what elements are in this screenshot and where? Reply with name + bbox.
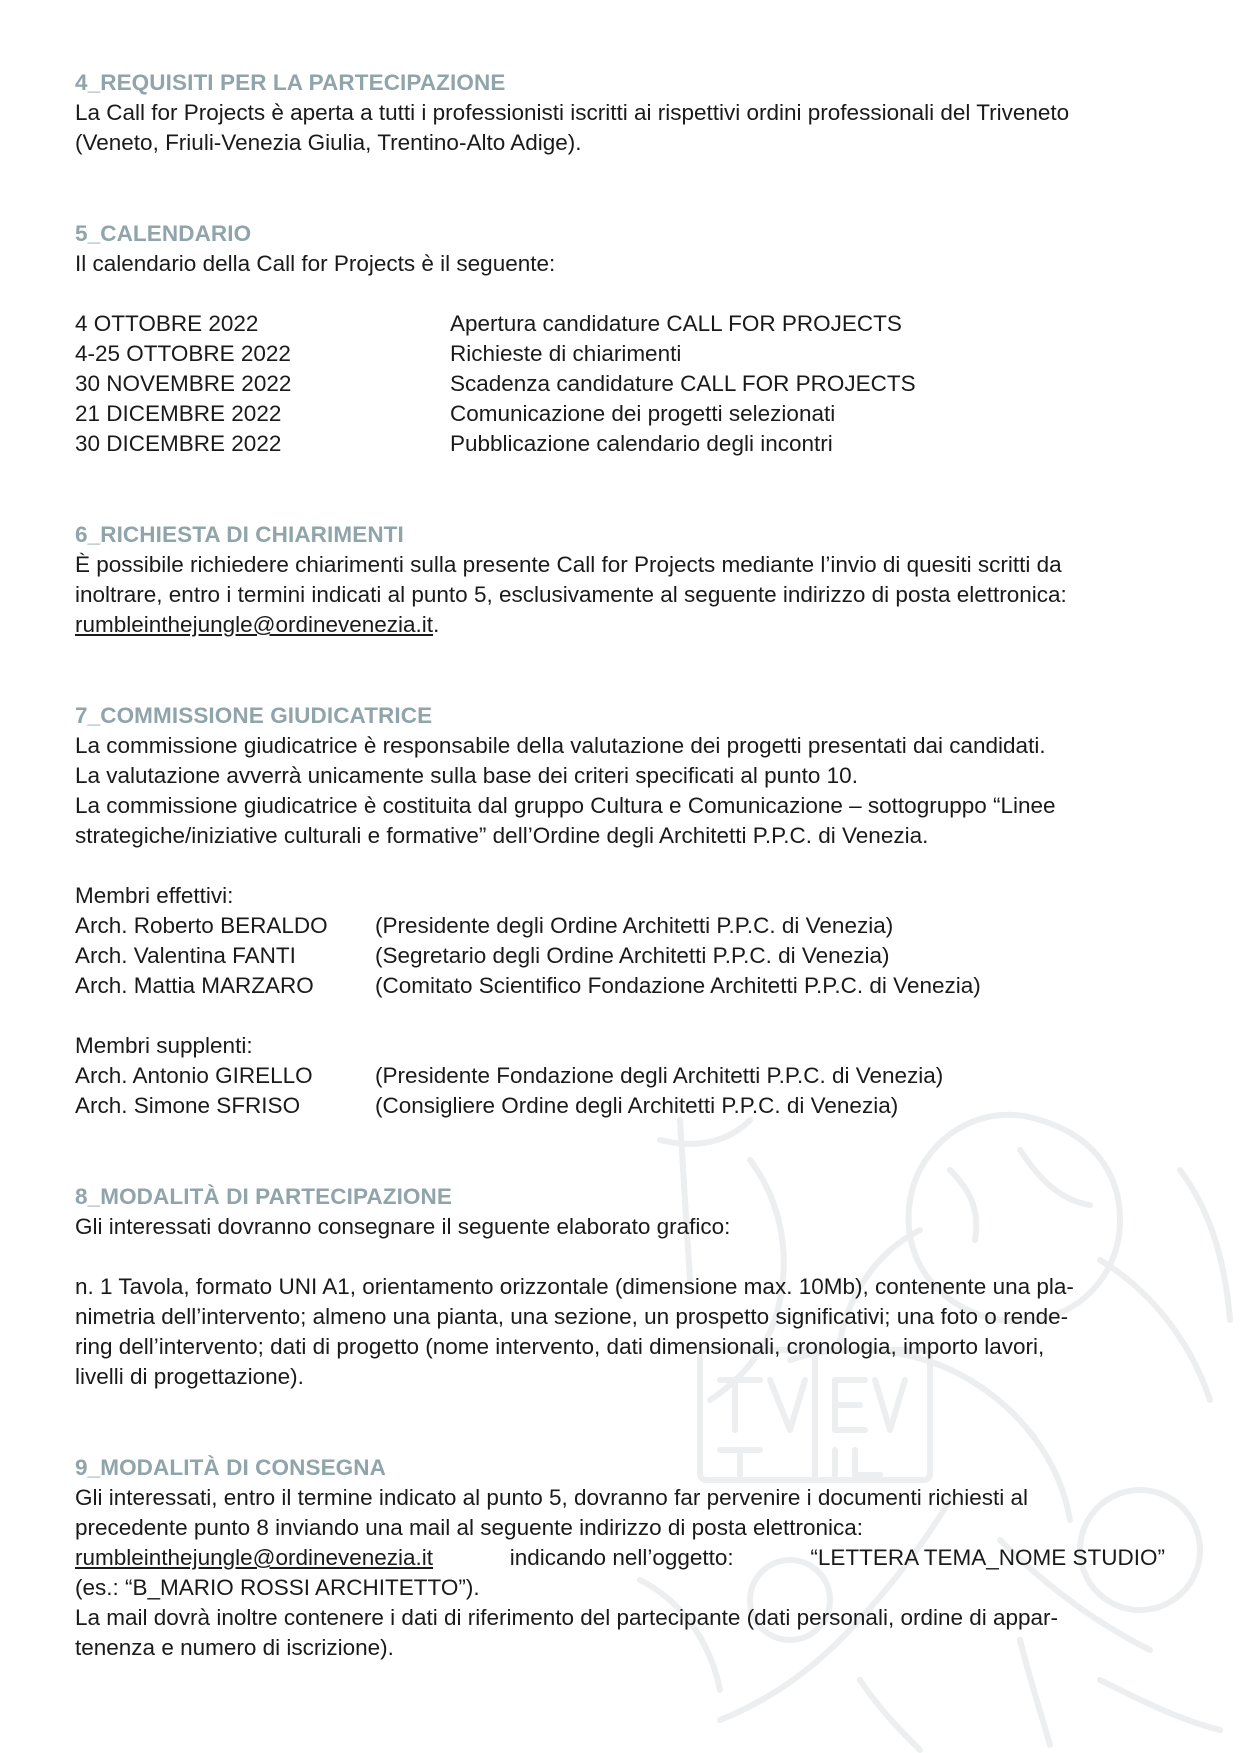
calendar-event: Pubblicazione calendario degli incontri xyxy=(450,431,833,456)
section-consegna xyxy=(75,1453,1165,1663)
email-link[interactable]: rumbleinthejungle@ordinevenezia.it xyxy=(75,612,434,637)
member-row xyxy=(75,911,1165,941)
calendar-row xyxy=(75,339,1165,369)
paragraph-line: nimetria dell’intervento; almeno una pianta, una sezione, un prospetto significativi; una foto o rende- xyxy=(75,1304,1069,1329)
paragraph-line: tenenza e numero di iscrizione). xyxy=(75,1635,394,1660)
section-commissione xyxy=(75,701,1165,1121)
section-heading: 8_MODALITÀ DI PARTECIPAZIONE xyxy=(75,1184,452,1209)
calendar-event: Scadenza candidature CALL FOR PROJECTS xyxy=(450,371,916,396)
calendar-row xyxy=(75,429,1165,459)
member-role: (Consigliere Ordine degli Architetti P.P.C. di Venezia) xyxy=(375,1093,899,1118)
paragraph-line: La commissione giudicatrice è costituita dal gruppo Cultura e Comunicazione – sottogruppo “Linee xyxy=(75,793,1056,818)
calendar-row xyxy=(75,309,1165,339)
section-heading: 4_REQUISITI PER LA PARTECIPAZIONE xyxy=(75,70,506,95)
paragraph-line: La mail dovrà inoltre contenere i dati di riferimento del partecipante (dati personali, ordine di appar- xyxy=(75,1605,1059,1630)
section-calendario xyxy=(75,219,1165,459)
paragraph-line: livelli di progettazione). xyxy=(75,1364,304,1389)
member-name: Arch. Antonio GIRELLO xyxy=(75,1063,313,1088)
section-heading: 6_RICHIESTA DI CHIARIMENTI xyxy=(75,522,404,547)
member-role: (Comitato Scientifico Fondazione Architetti P.P.C. di Venezia) xyxy=(375,973,981,998)
section-heading: 5_CALENDARIO xyxy=(75,221,252,246)
section-requisiti xyxy=(75,68,1165,158)
paragraph-line: n. 1 Tavola, formato UNI A1, orientamento orizzontale (dimensione max. 10Mb), contenente una pla- xyxy=(75,1274,1074,1299)
member-row xyxy=(75,1091,1165,1121)
paragraph-line: Gli interessati dovranno consegnare il seguente elaborato grafico: xyxy=(75,1214,731,1239)
email-link[interactable]: rumbleinthejungle@ordinevenezia.it xyxy=(75,1545,434,1570)
member-role: (Presidente Fondazione degli Architetti P.P.C. di Venezia) xyxy=(375,1063,944,1088)
paragraph-line: strategiche/iniziative culturali e formative” dell’Ordine degli Architetti P.P.C. di Venezia. xyxy=(75,823,929,848)
paragraph-line xyxy=(75,610,1165,640)
punctuation: . xyxy=(433,612,440,637)
paragraph-line: inoltrare, entro i termini indicati al punto 5, esclusivamente al seguente indirizzo di posta elettronica: xyxy=(75,582,1067,607)
calendar-event: Richieste di chiarimenti xyxy=(450,341,682,366)
paragraph-line: (Veneto, Friuli-Venezia Giulia, Trentino-Alto Adige). xyxy=(75,130,582,155)
calendar-date: 4-25 OTTOBRE 2022 xyxy=(75,341,291,366)
section-heading: 9_MODALITÀ DI CONSEGNA xyxy=(75,1455,386,1480)
paragraph-line: Gli interessati, entro il termine indicato al punto 5, dovranno far pervenire i documenti richiesti al xyxy=(75,1485,1028,1510)
member-name: Arch. Valentina FANTI xyxy=(75,943,296,968)
members-label: Membri effettivi: xyxy=(75,883,234,908)
paragraph-line: La commissione giudicatrice è responsabile della valutazione dei progetti presentati dai candidati. xyxy=(75,733,1046,758)
calendar-row xyxy=(75,399,1165,429)
section-heading: 7_COMMISSIONE GIUDICATRICE xyxy=(75,703,433,728)
calendar-date: 30 NOVEMBRE 2022 xyxy=(75,371,292,396)
paragraph-line: La valutazione avverrà unicamente sulla base dei criteri specificati al punto 10. xyxy=(75,763,858,788)
email-subject-line xyxy=(75,1543,1165,1573)
member-name: Arch. Mattia MARZARO xyxy=(75,973,314,998)
calendar-event: Apertura candidature CALL FOR PROJECTS xyxy=(450,311,902,336)
calendar-date: 21 DICEMBRE 2022 xyxy=(75,401,282,426)
subject-value: “LETTERA TEMA_NOME STUDIO” xyxy=(810,1545,1165,1570)
paragraph-line: precedente punto 8 inviando una mail al seguente indirizzo di posta elettronica: xyxy=(75,1515,864,1540)
paragraph-line: (es.: “B_MARIO ROSSI ARCHITETTO”). xyxy=(75,1575,480,1600)
section-partecipazione xyxy=(75,1182,1165,1392)
member-role: (Presidente degli Ordine Architetti P.P.C. di Venezia) xyxy=(375,913,894,938)
paragraph-line: ring dell’intervento; dati di progetto (nome intervento, dati dimensionali, cronologia, importo lavori, xyxy=(75,1334,1045,1359)
calendar-row xyxy=(75,369,1165,399)
calendar-table xyxy=(75,309,1165,459)
member-role: (Segretario degli Ordine Architetti P.P.C. di Venezia) xyxy=(375,943,890,968)
document-body xyxy=(75,68,1165,1663)
calendar-event: Comunicazione dei progetti selezionati xyxy=(450,401,836,426)
members-label: Membri supplenti: xyxy=(75,1033,253,1058)
paragraph-line: Il calendario della Call for Projects è il seguente: xyxy=(75,251,556,276)
calendar-date: 30 DICEMBRE 2022 xyxy=(75,431,282,456)
member-row xyxy=(75,941,1165,971)
calendar-date: 4 OTTOBRE 2022 xyxy=(75,311,259,336)
section-chiarimenti xyxy=(75,520,1165,640)
member-row xyxy=(75,971,1165,1001)
paragraph-line: È possibile richiedere chiarimenti sulla presente Call for Projects mediante l’invio di quesiti scritti da xyxy=(75,552,1062,577)
member-name: Arch. Roberto BERALDO xyxy=(75,913,328,938)
subject-label: indicando nell’oggetto: xyxy=(509,1545,734,1570)
member-row xyxy=(75,1061,1165,1091)
member-name: Arch. Simone SFRISO xyxy=(75,1093,301,1118)
paragraph-line: La Call for Projects è aperta a tutti i professionisti iscritti ai rispettivi ordini professionali del Triveneto xyxy=(75,100,1070,125)
